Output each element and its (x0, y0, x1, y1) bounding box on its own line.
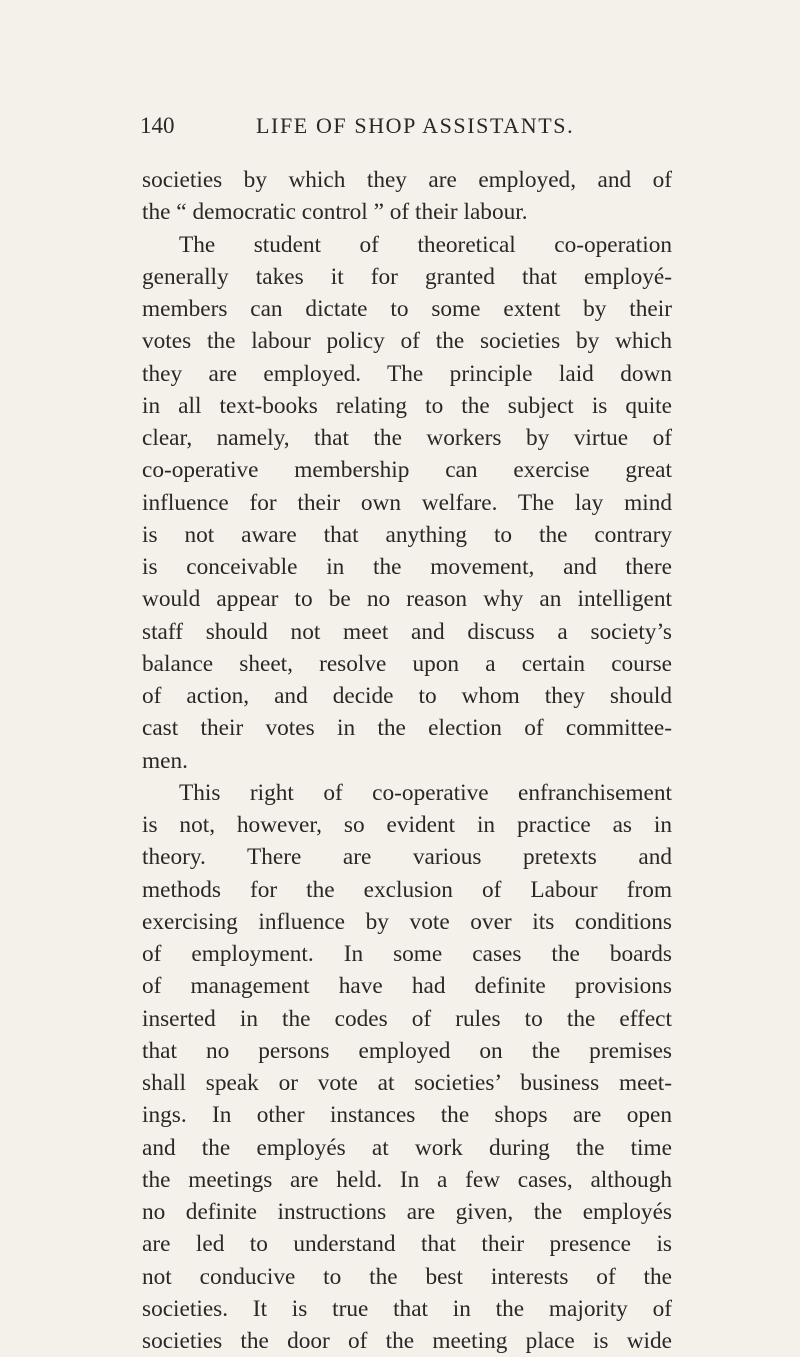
text-line: the meetings are held. In a few cases, although (142, 1166, 672, 1193)
text-line: of employment. In some cases the boards (142, 941, 672, 967)
text-line: not conducive to the best interests of the (142, 1263, 672, 1290)
text-line: the “ democratic control ” of their labour. (142, 199, 528, 226)
page-number: 140 (140, 113, 175, 138)
text-line: votes the labour policy of the societies by which (142, 328, 672, 355)
text-line: of action, and decide to whom they should (142, 683, 672, 709)
text-line: that no persons employed on the premises (142, 1037, 672, 1064)
text-line: generally takes it for granted that employé- (142, 263, 672, 290)
text-line: staff should not meet and discuss a society’s (142, 618, 672, 645)
text-line: would appear to be no reason why an intelligent (142, 586, 672, 613)
text-line: societies the door of the meeting place is wide (142, 1328, 672, 1354)
text-line: balance sheet, resolve upon a certain course (142, 650, 672, 677)
text-line: inserted in the codes of rules to the effect (142, 1005, 672, 1032)
text-line: The student of theoretical co-operation (179, 231, 672, 258)
text-line: are led to understand that their presence is (142, 1231, 672, 1258)
text-line: shall speak or vote at societies’ business meet- (142, 1070, 672, 1096)
text-line: is conceivable in the movement, and there (142, 554, 672, 580)
text-line: in all text-books relating to the subject is quite (142, 392, 672, 419)
text-line: methods for the exclusion of Labour from (142, 876, 672, 903)
running-title: LIFE OF SHOP ASSISTANTS. (256, 113, 575, 138)
text-line: no definite instructions are given, the employés (142, 1199, 672, 1225)
text-line: is not aware that anything to the contrary (142, 521, 672, 548)
text-line: This right of co-operative enfranchisement (179, 779, 672, 806)
text-line: societies by which they are employed, and of (142, 167, 672, 193)
running-head (140, 111, 672, 141)
text-line: they are employed. The principle laid down (142, 360, 672, 387)
text-line: clear, namely, that the workers by virtue of (142, 425, 672, 451)
text-line: and the employés at work during the time (142, 1134, 672, 1161)
body-text (142, 164, 672, 1357)
text-line: men. (142, 747, 188, 774)
text-line: co-operative membership can exercise great (142, 457, 672, 484)
text-line: of management have had definite provisions (142, 973, 672, 1000)
text-line: societies. It is true that in the majority of (142, 1295, 672, 1322)
text-line: cast their votes in the election of committee- (142, 715, 672, 742)
text-line: is not, however, so evident in practice as in (142, 812, 672, 838)
text-line: members can dictate to some extent by their (142, 296, 672, 322)
text-line: ings. In other instances the shops are open (142, 1102, 672, 1129)
text-line: influence for their own welfare. The lay mind (142, 489, 672, 516)
text-line: exercising influence by vote over its conditions (142, 908, 672, 935)
text-line: theory. There are various pretexts and (142, 844, 672, 871)
